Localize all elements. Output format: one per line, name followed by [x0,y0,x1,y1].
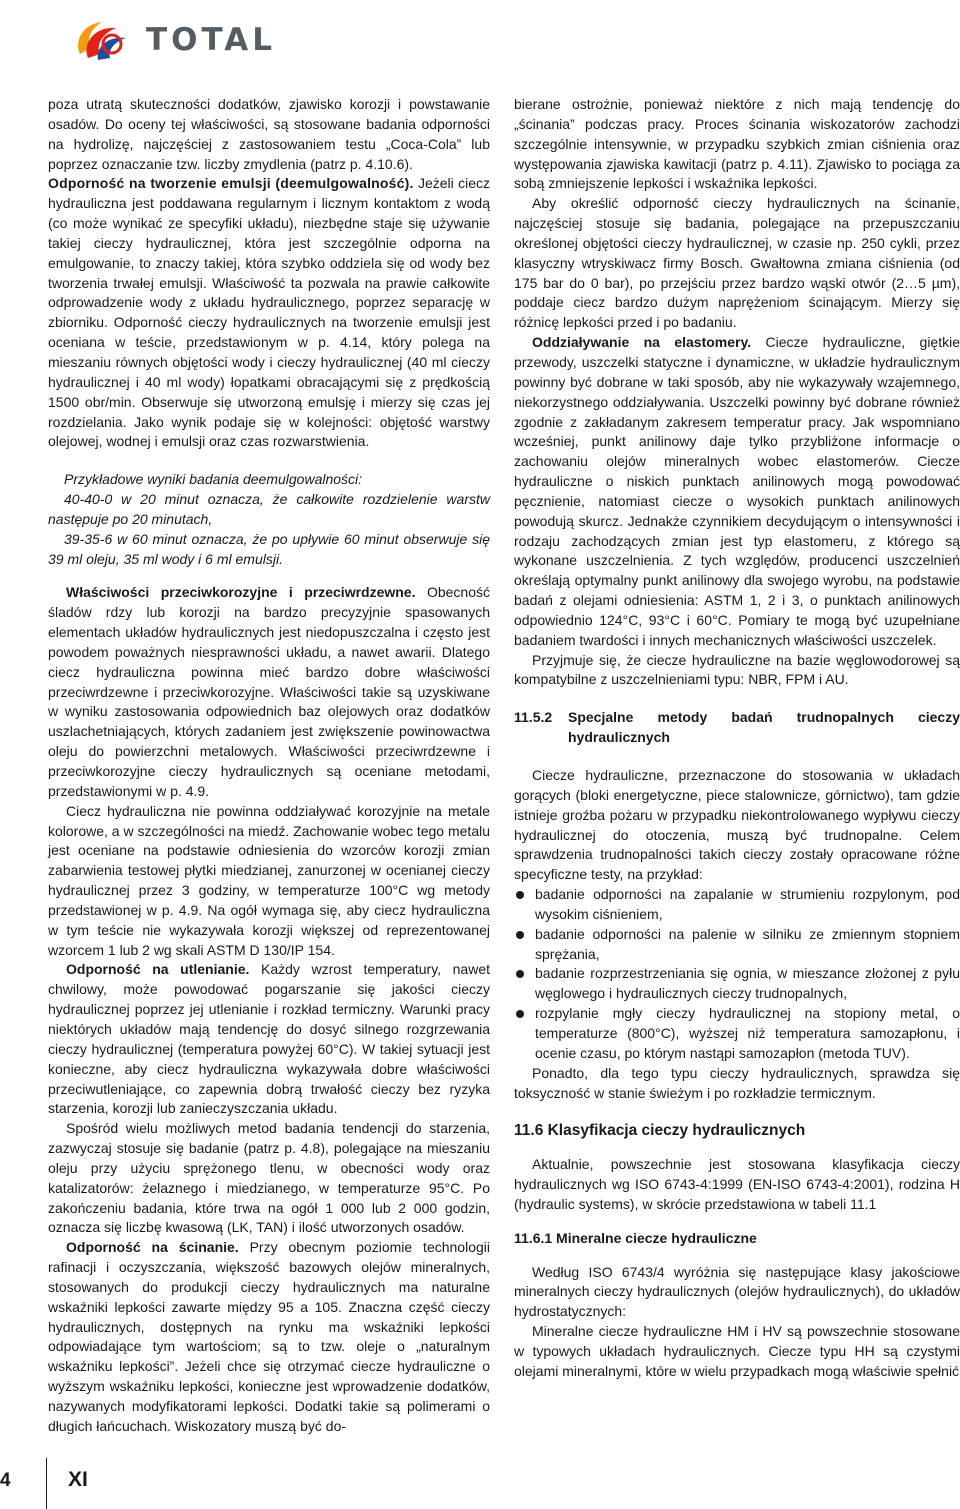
section-heading: Odporność na utlenianie. [66,961,250,978]
paragraph: Odporność na ścinanie. Przy obecnym poziomie technologii rafinacji i oczyszczania, większość bazowych olejów mineralnych, stosowanych do produkcji cieczy hydraulicznych ma naturalne wskaźniki lepkości zawarte między 95 a 105. Znaczna część cieczy hydraulicznych, dostępnych na rynku ma wskaźniki lepkości odpowiadające tym wartościom; są to tzw. oleje o „naturalnym wskaźniku lepkości”. Jeżeli chce się otrzymać ciecze hydrauliczne o wyższym wskaźniku lepkości, konieczne jest wprowadzenie dodatków, nazywanych modyfikatorami lepkości. Dodatki takie są polimerami o długich łańcuchach. Wiskozatory muszą być do- [48,1239,490,1434]
section-heading: Odporność na tworzenie emulsji (deemulgowalność). [48,175,414,192]
logo-wordmark: TOTAL [146,22,276,58]
paragraph: bierane ostrożnie, ponieważ niektóre z nich mają tendencję do „ścinania” podczas pracy. Proces ścinania wiskozatorów zachodzi szczególnie intensywnie, w przypadku szybkich zmian ciśnienia oraz występowania zjawiska kawitacji (patrz p. 4.11). Zjawisko to pociąga za sobą zmniejszenie lepkości i wskaźnika lepkości. [514,96,960,192]
section-heading: Odporność na ścinanie. [66,1239,239,1256]
paragraph: Ciecze hydrauliczne, przeznaczone do stosowania w układach gorących (bloki energetyczne, piece stalownicze, górnictwo), tam gdzie istnieje groźba pożaru w przypadku niekontrolowanego wypływu cieczy hydraulicznej do otoczenia, muszą być trudnopalne. Celem sprawdzenia trudnopalności takich cieczy zostały opracowane różne specyficzne testy, na przykład: [514,767,960,883]
bullet-list [514,885,960,1064]
paragraph: Aktualnie, powszechnie jest stosowana klasyfikacja cieczy hydraulicznych wg ISO 6743-4:1999 (EN-ISO 6743-4:2001), rodzina H (hydraulic systems), w skrócie przedstawiona w tabeli 11.1 [514,1156,960,1212]
page-number: 4 [0,1470,11,1491]
paragraph: Ciecz hydrauliczna nie powinna oddziaływać korozyjnie na metale kolorowe, a w szczególności na miedź. Zachowanie wobec tego metalu jest oceniane na podstawie odniesienia do wzorców korozji zmian zabarwienia testowej płytki miedzianej, zanurzonej w ocenianej cieczy hydraulicznej przez 3 godziny, w temperaturze 100°C wg metody przedstawionej w p. 4.9. Na ogół wymaga się, aby ciecz hydrauliczna w tym teście nie wykazywała korozji większej od reprezentowanej wzorcem 1 lub 2 wg skali ASTM D 130/IP 154. [48,802,491,958]
paragraph: Odporność na tworzenie emulsji (deemulgowalność). Jeżeli ciecz hydrauliczna jest poddawana regularnym i licznym kontaktom z wodą (co może wynikać ze specyfiki układu), niezbędne staje się używanie takiej cieczy hydraulicznej, która jest szczególnie odporna na emulgowanie, to znaczy takiej, która szybko oddziela się od wody bez tworzenia trwałej emulsji. Właściwość ta pozwala na prawie całkowite odprowadzenie wody z układu hydraulicznego, poprzez separację w zbiorniku. Odporność cieczy hydraulicznych na tworzenie emulsji jest oceniana w teście, przedstawionym w p. 4.14, który polega na mieszaniu równych objętości wody i cieczy hydraulicznej (40 ml cieczy hydraulicznej i 40 ml wody) łopatkami obracającymi się z prędkością 1500 obr/min. Obserwuje się utworzoną emulsję i mierzy się czas jej rozdzielania. Jako wynik podaje się w kolejności: objętość warstwy olejowej, wodnej i emulsji oraz czas rozwarstwienia. [48,175,491,450]
example-title: Przykładowe wyniki badania deemulgowalności: [64,471,363,488]
paragraph: Aby określić odporność cieczy hydraulicznych na ścinanie, najczęściej stosuje się badania, polegające na przepuszczaniu określonej objętości cieczy hydraulicznej, w czasie np. 250 cykli, przez klasyczny wtryskiwacz firmy Bosch. Gwałtowna zmiana ciśnienia (od 175 bar do 0 bar), po przejściu przez bardzo wąski otwór (2…5 µm), poddaje ciecz bardzo dużym naprężeniom ścinającym. Mierzy się różnicę lepkości przed i po badaniu. [514,195,960,331]
page-footer [0,1458,960,1509]
example-item: 40-40-0 w 20 minut oznacza, że całkowite rozdzielenie warstw następuje po 20 minutach, [48,491,490,527]
paragraph: Ponadto, dla tego typu cieczy hydraulicznych, sprawdza się toksyczność w stanie świeżym i po rozkładzie termicznym. [514,1064,960,1101]
list-item: rozpylanie mgły cieczy hydraulicznej na stopiony metal, o temperaturze (800°C), wyższej niż temperatura samozapłonu, i ocenie czasu, po którym nastąpi samozapłon (metoda TUV). [514,1004,960,1064]
list-item: badanie rozprzestrzeniania się ognia, w mieszance złożonej z pyłu węglowego i hydraulicznych cieczy trudnopalnych, [514,964,960,1004]
paragraph: Spośród wielu możliwych metod badania tendencji do starzenia, zazwyczaj stosuje się badanie (patrz p. 4.8), polegające na mieszaniu oleju przy użyciu sprężonego tlenu, w obecności wody oraz katalizatorów: żelaznego i miedzianego, w temperaturze 95°C. Po zakończeniu badania, które trwa na ogół 1 000 lub 2 000 godzin, oznacza się liczbę kwasową (LK, TAN) i ilość utworzonych osadów. [48,1120,490,1236]
paragraph: Przyjmuje się, że ciecze hydrauliczne na bazie węglowodorowej są kompatybilne z uszczelnieniami typu: NBR, FPM i AU. [514,651,960,688]
subsection-title: Specjalne metody badań trudnopalnych cieczy hydraulicznych [568,709,960,746]
paragraph: Odporność na utlenianie. Każdy wzrost temperatury, nawet chwilowy, może powodować pogarszanie się jakości cieczy hydraulicznej poprzez jej utlenianie i rozkład termiczny. Warunki pracy niektórych układów mają tendencję do dosyć silnego rozgrzewania cieczy hydraulicznej (temperatura powyżej 60°C). W takiej sytuacji jest konieczne, aby ciecz hydrauliczna wykazywała dobre właściwości przeciwutleniające, co zapewnia dobrą trwałość cieczy bez ryzyka starzenia, korozji lub zanieczyszczania układu. [48,961,490,1117]
right-column [514,95,960,1382]
subsection-title: 11.6.1 Mineralne ciecze hydrauliczne [514,1229,757,1246]
section-title: 11.6 Klasyfikacja cieczy hydraulicznych [514,1122,806,1140]
paragraph: Właściwości przeciwkorozyjne i przeciwrdzewne. Obecność śladów rdzy lub korozji na bardzo precyzyjnie spasowanych elementach układów hydraulicznych jest niedopuszczalna i często jest powodem poważnych niesprawności układu, a nawet awarii. Dlatego ciecz hydrauliczna powinna mieć bardzo dobre właściwości przeciwrdzewne i przeciwkorozyjne. Właściwości takie są uzyskiwane w wyniku zastosowania odpowiednich baz olejowych oraz dodatków uszlachetniających, których zadaniem jest zwiększenie powinowactwa oleju do powierzchni metalowych. Właściwości przeciwrdzewne i przeciwkorozyjne cieczy hydraulicznych są oceniane metodami, przedstawionymi w p. 4.9. [48,584,490,799]
left-column [48,95,490,1437]
paragraph: poza utratą skuteczności dodatków, zjawisko korozji i powstawanie osadów. Do oceny tej właściwości, są stosowane badania odporności na hydrolizę, najczęściej z zastosowaniem testu „Coca-Cola” lub poprzez oznaczanie tzw. liczby zmydlenia (patrz p. 4.10.6). [48,96,490,172]
paragraph: Oddziaływanie na elastomery. Ciecze hydrauliczne, giętkie przewody, uszczelki statyczne i dynamiczne, w układzie hydraulicznym powinny być dobrane w taki sposób, aby nie wykazywały wzajemnego, niekorzystnego oddziaływania. Uszczelki powinny być dobrane również zgodnie z zakładanym zakresem temperatur pracy. Jak wspomniano wcześniej, punkt anilinowy daje tylko przybliżone informacje o zachowaniu olejów mineralnych wobec elastomerów. Ciecze hydrauliczne o niskich punktach anilinowych mogą powodować pęcznienie, natomiast ciecze o wysokich punktach anilinowych powodują skurcz. Jednakże czynnikiem decydującym o intensywności i rodzaju zachodzących zmian jest typ elastomeru, z którego są wykonane uszczelnienia. Z tych względów, producenci uszczelnień określają optymalny punkt anilinowy dla swojego wyrobu, na podstawie badań z olejami odniesienia: ASTM 1, 2 i 3, o punktach anilinowych odpowiednio 124°C, 93°C i 60°C. Pomiary te mogą być uzupełniane badaniem twardości i innych mechanicznych właściwości uszczelek. [514,334,960,648]
section-heading: Oddziaływanie na elastomery. [532,334,752,351]
list-item: badanie odporności na palenie w silniku ze zmiennym stopniem sprężania, [514,925,960,965]
footer-divider [46,1458,47,1509]
subsection-heading [514,708,960,748]
chapter-label: XI [68,1468,88,1491]
example-item: 39-35-6 w 60 minut oznacza, że po upływie 60 minut obserwuje się 39 ml oleju, 35 ml wody i 6 ml emulsji. [48,530,490,567]
total-logo [72,14,276,66]
subsection-number: 11.5.2 [514,709,553,726]
paragraph: Według ISO 6743/4 wyróżnia się następujące klasy jakościowe mineralnych cieczy hydraulicznych (olejów hydraulicznych), do układów hydrostatycznych: [514,1263,960,1320]
total-flame-icon [72,14,134,66]
paragraph: Mineralne ciecze hydrauliczne HM i HV są powszechnie stosowane w typowych układach hydraulicznych. Ciecze typu HH są czystymi olejami mineralnymi, które w wielu przypadkach mogą właściwie spełnić [514,1323,960,1379]
list-item: badanie odporności na zapalanie w strumieniu rozpylonym, pod wysokim ciśnieniem, [514,885,960,925]
section-heading: Właściwości przeciwkorozyjne i przeciwrdzewne. [66,584,416,601]
